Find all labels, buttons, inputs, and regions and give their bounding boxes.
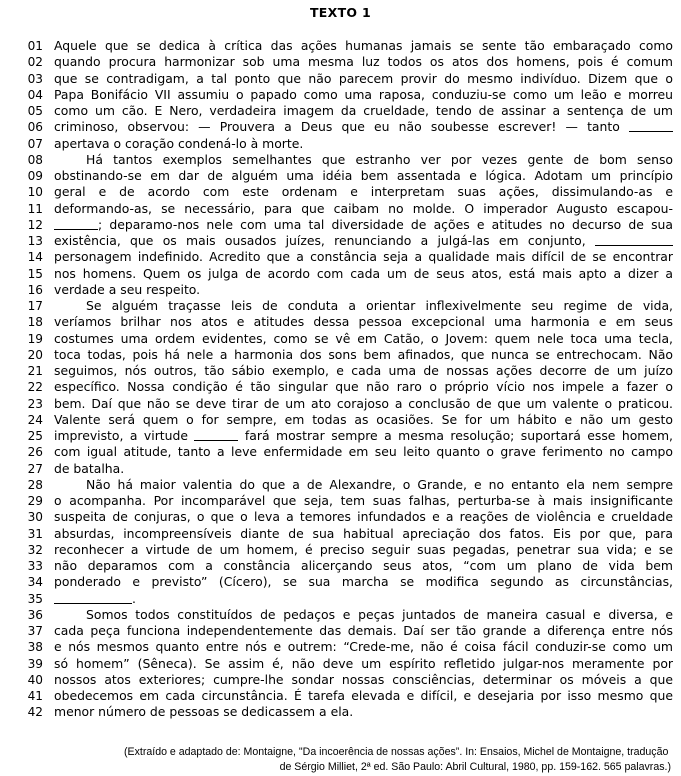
- line-content: [43, 639, 681, 655]
- text-line: [0, 201, 681, 217]
- text-line: [0, 331, 681, 347]
- line-number: 34: [27, 575, 43, 590]
- fill-in-blank: [194, 429, 238, 441]
- line-text-span: específico. Nossa condição é tão singular que não raro o próprio vício nos impele a fazer o: [54, 379, 673, 395]
- line-number: 09: [27, 169, 43, 183]
- fill-in-blank: [629, 120, 673, 132]
- line-content: [43, 412, 681, 428]
- line-number: 41: [27, 689, 43, 703]
- text-line: [0, 379, 681, 395]
- line-number: 01: [27, 39, 43, 53]
- text-line: [0, 672, 681, 688]
- line-text-span: toca todas, pois há nele a harmonia dos sons bem afinados, que nunca se entrechocam. Não: [54, 346, 673, 362]
- line-text-span: Não há maior valentia do que a de Alexandre, o Grande, e no entanto ela nem sempre: [86, 476, 673, 492]
- line-content: [43, 428, 681, 444]
- line-number: 39: [27, 656, 43, 671]
- line-content: [43, 591, 681, 607]
- line-number: 25: [27, 429, 43, 443]
- text-line: [0, 396, 681, 412]
- line-number: 15: [27, 266, 43, 281]
- text-line: [0, 103, 681, 119]
- line-content: [43, 168, 681, 184]
- line-content: [43, 103, 681, 119]
- text-line: [0, 38, 681, 54]
- line-number: 07: [27, 136, 43, 151]
- line-number: 14: [27, 250, 43, 265]
- line-content: [43, 136, 681, 152]
- line-content: [43, 623, 681, 639]
- line-content: [43, 201, 681, 217]
- line-number: 11: [27, 201, 43, 216]
- line-number: 08: [27, 152, 43, 167]
- line-number: 36: [27, 607, 43, 622]
- line-text-span: nos homens. Quem os julga de acordo com cada um de seus atos, está mais apto a dizer a: [54, 265, 673, 281]
- line-number: 04: [27, 87, 43, 102]
- text-line: [0, 347, 681, 363]
- source-citation: [0, 745, 681, 776]
- line-content: [43, 444, 681, 460]
- text-line: [0, 152, 681, 168]
- line-content: [43, 656, 681, 672]
- line-text-span: que se contradigam, a tal ponto que não parecem provir do mesmo indivíduo. Dizem que o: [54, 70, 673, 86]
- line-content: [43, 184, 681, 200]
- line-content: [43, 314, 681, 330]
- line-content: [43, 526, 681, 542]
- text-line: [0, 574, 681, 590]
- text-line: [0, 704, 681, 720]
- line-number: 38: [27, 640, 43, 655]
- line-text-span: verdade a seu respeito.: [54, 281, 201, 297]
- line-content: [43, 298, 681, 314]
- line-content: [43, 477, 681, 493]
- text-line: [0, 558, 681, 574]
- text-line: [0, 477, 681, 493]
- line-text-span: veríamos brilhar nos atos e atitudes dessa pessoa excepcional uma harmonia e em seus: [54, 314, 673, 330]
- line-number: 12: [27, 217, 43, 232]
- text-line: [0, 688, 681, 704]
- line-number: 20: [27, 347, 43, 362]
- text-line: [0, 168, 681, 184]
- line-text-span: geral e de acordo com este ordenam e interpretam suas ações, dissimulando-as e: [54, 184, 673, 200]
- fill-in-blank: [54, 218, 98, 230]
- text-line: [0, 184, 681, 200]
- line-content: [43, 396, 681, 412]
- line-content: [43, 461, 681, 477]
- text-line: [0, 493, 681, 509]
- line-text-span: de batalha.: [54, 460, 125, 476]
- line-content: [43, 119, 681, 135]
- line-content: [43, 672, 681, 688]
- line-number: 26: [27, 445, 43, 460]
- line-number: 23: [27, 396, 43, 411]
- text-line: [0, 266, 681, 282]
- text-line: [0, 217, 681, 233]
- line-text-span: costumes uma ordem evidentes, como se vê em Catão, o Jovem: quem nele toca uma tecla,: [54, 330, 673, 346]
- line-text-span: quando procura harmonizar sob uma mesma luz todos os atos dos homens, pois é comum: [54, 54, 673, 70]
- line-number: 32: [27, 542, 43, 557]
- line-content: [43, 379, 681, 395]
- line-number: 18: [27, 315, 43, 330]
- line-number: 28: [27, 477, 43, 492]
- text-line: [0, 623, 681, 639]
- line-text-span: suspeita de conjuras, o que o leva a temores infundados e a reações de violência e crueldade: [54, 509, 673, 525]
- line-content: [43, 688, 681, 704]
- line-content: [43, 493, 681, 509]
- text-line: [0, 428, 681, 444]
- line-content: [43, 363, 681, 379]
- line-text-span: obedecemos em cada circunstância. É tarefa elevada e difícil, e desejaria por isso mesmo que: [54, 688, 673, 703]
- text-line: [0, 444, 681, 460]
- line-number: 05: [27, 104, 43, 118]
- line-number: 06: [27, 120, 43, 135]
- line-text-span: não deparamos com a constância alicerçando seus atos, “com um plano de vida bem: [54, 558, 673, 573]
- line-text-span: seguimos, nós outros, tão sábio exemplo, e cada uma de nossas ações decorre de um juízo: [54, 363, 673, 378]
- line-text-span: Se alguém traçasse leis de conduta a orientar inflexivelmente seu regime de vida,: [86, 298, 673, 313]
- line-content: [43, 87, 681, 103]
- line-text-span: Papa Bonifácio VII assumiu o papado como uma raposa, conduziu-se como um leão e morreu: [54, 86, 673, 102]
- line-text-span: e nós mesmos quanto entre nós e outrem: “Crede-me, não é coisa fácil conduzir-se como um: [54, 639, 673, 655]
- line-content: [43, 704, 681, 720]
- text-line: [0, 509, 681, 525]
- line-number: 24: [27, 412, 43, 427]
- line-text-span: .: [132, 590, 136, 606]
- line-text-span: absurdas, incompreensíveis diante de sua habitual apreciação dos fatos. Eis por que, para: [54, 525, 673, 541]
- line-text-span: criminoso, observou: — Prouvera a Deus que eu não soubesse escrever! — tanto: [54, 119, 629, 135]
- line-content: [43, 282, 681, 298]
- line-content: [43, 509, 681, 525]
- line-content: [43, 607, 681, 623]
- citation-line-1: (Extraído e adaptado de: Montaigne, "Da incoerência de nossas ações”. In: Ensaios, Michel de Montaigne, tradução: [124, 745, 669, 758]
- text-line: [0, 136, 681, 152]
- numbered-text-body: [0, 38, 681, 721]
- line-number: 02: [27, 55, 43, 70]
- line-content: [43, 331, 681, 347]
- line-number: 35: [27, 591, 43, 606]
- line-text-span: deformando-as, se necessário, para que caibam no molde. O imperador Augusto escapou-: [54, 200, 673, 216]
- line-number: 03: [27, 71, 43, 86]
- line-text-span: como um cão. E Nero, verdadeira imagem da crueldade, tendo de assinar a sentença de um: [54, 103, 673, 118]
- line-text-span: imprevisto, a virtude fará mostrar sempre a mesma resolução; suportará esse homem,: [54, 428, 673, 443]
- line-content: [43, 347, 681, 363]
- line-text-span: apertava o coração condená-lo à morte.: [54, 135, 304, 151]
- line-text-span: cada peça funciona independentemente das demais. Daí ser tão grande a diferença entre nós: [54, 623, 673, 638]
- line-text-span: nossos atos exteriores; cumpre-lhe sondar nossas consciências, determinar os móveis a que: [54, 671, 673, 687]
- text-line: [0, 542, 681, 558]
- text-line: [0, 314, 681, 330]
- text-line: [0, 591, 681, 607]
- text-line: [0, 363, 681, 379]
- line-text-span: Há tantos exemplos semelhantes que estranho ver por vezes gente de bom senso: [86, 151, 673, 167]
- line-content: [43, 217, 681, 233]
- line-number: 21: [27, 364, 43, 378]
- line-text-span: menor número de pessoas se dedicassem a ela.: [54, 704, 354, 720]
- line-text-span: com igual atitude, tanto a leve enfermidade em seu leito quanto o grave ferimento no campo: [54, 444, 673, 460]
- text-line: [0, 54, 681, 70]
- line-text-span: Aquele que se dedica à crítica das ações humanas jamais se sente tão embaraçado como: [54, 38, 673, 53]
- line-text-span: existência, que os mais ousados juízes, renunciando a julgá-las em conjunto,: [54, 233, 595, 248]
- line-number: 13: [27, 234, 43, 248]
- line-text-span: bem. Daí que não se deve tirar de um ato corajoso a conclusão de que um valente o praticou.: [54, 395, 673, 411]
- line-content: [43, 233, 681, 249]
- line-content: [43, 266, 681, 282]
- text-line: [0, 87, 681, 103]
- text-line: [0, 233, 681, 249]
- line-content: [43, 558, 681, 574]
- line-text-span: reconhecer a virtude de um homem, é preciso seguir suas pegadas, penetrar sua vida; e se: [54, 541, 673, 557]
- text-line: [0, 119, 681, 135]
- line-content: [43, 574, 681, 590]
- line-text-span: Somos todos constituídos de pedaços e peças juntados de maneira casual e diversa, e: [86, 606, 673, 622]
- text-line: [0, 71, 681, 87]
- line-number: 29: [27, 494, 43, 508]
- text-line: [0, 412, 681, 428]
- line-text-span: ; deparamo-nos nele com uma tal diversidade de ações e atitudes no decurso de sua: [98, 216, 673, 232]
- line-number: 16: [27, 282, 43, 297]
- fill-in-blank: [595, 234, 673, 246]
- line-number: 17: [27, 299, 43, 313]
- line-text-span: personagem indefinido. Acredito que a constância seja a qualidade mais difícil de se encontrar: [54, 249, 673, 265]
- fill-in-blank: [54, 592, 132, 604]
- line-number: 27: [27, 461, 43, 476]
- line-number: 30: [27, 510, 43, 525]
- text-line: [0, 249, 681, 265]
- line-content: [43, 152, 681, 168]
- line-text-span: obstinando-se em dar de alguém uma idéia bem assentada e lógica. Adotam um princípio: [54, 168, 673, 183]
- line-number: 22: [27, 380, 43, 395]
- line-content: [43, 542, 681, 558]
- text-line: [0, 607, 681, 623]
- line-number: 37: [27, 624, 43, 638]
- page-title: TEXTO 1: [309, 5, 371, 20]
- line-content: [43, 249, 681, 265]
- line-number: 40: [27, 672, 43, 687]
- line-content: [43, 71, 681, 87]
- line-number: 10: [27, 185, 43, 200]
- text-line: [0, 656, 681, 672]
- line-text-span: só homem” (Sêneca). Se assim é, não deve um espírito refletido julgar-nos meramente por: [54, 655, 673, 671]
- citation-line-2: de Sérgio Milliet, 2ª ed. São Paulo: Abril Cultural, 1980, pp. 159-162. 565 palavras.): [279, 761, 671, 773]
- line-number: 19: [27, 331, 43, 346]
- text-line: [0, 282, 681, 298]
- line-number: 42: [27, 705, 43, 720]
- line-number: 33: [27, 559, 43, 573]
- text-line: [0, 298, 681, 314]
- text-line: [0, 526, 681, 542]
- line-number: 31: [27, 526, 43, 541]
- line-text-span: o acompanha. Por incomparável que seja, tem suas falhas, perturba-se à mais insignificante: [54, 493, 673, 508]
- line-content: [43, 54, 681, 70]
- line-text-span: Valente será quem o for sempre, em todas as ocasiões. Se for um hábito e não um gesto: [54, 411, 673, 427]
- text-line: [0, 461, 681, 477]
- line-text-span: ponderado e previsto” (Cícero), se sua marcha se modifica segundo as circunstâncias,: [54, 574, 673, 590]
- line-content: [43, 38, 681, 54]
- text-line: [0, 639, 681, 655]
